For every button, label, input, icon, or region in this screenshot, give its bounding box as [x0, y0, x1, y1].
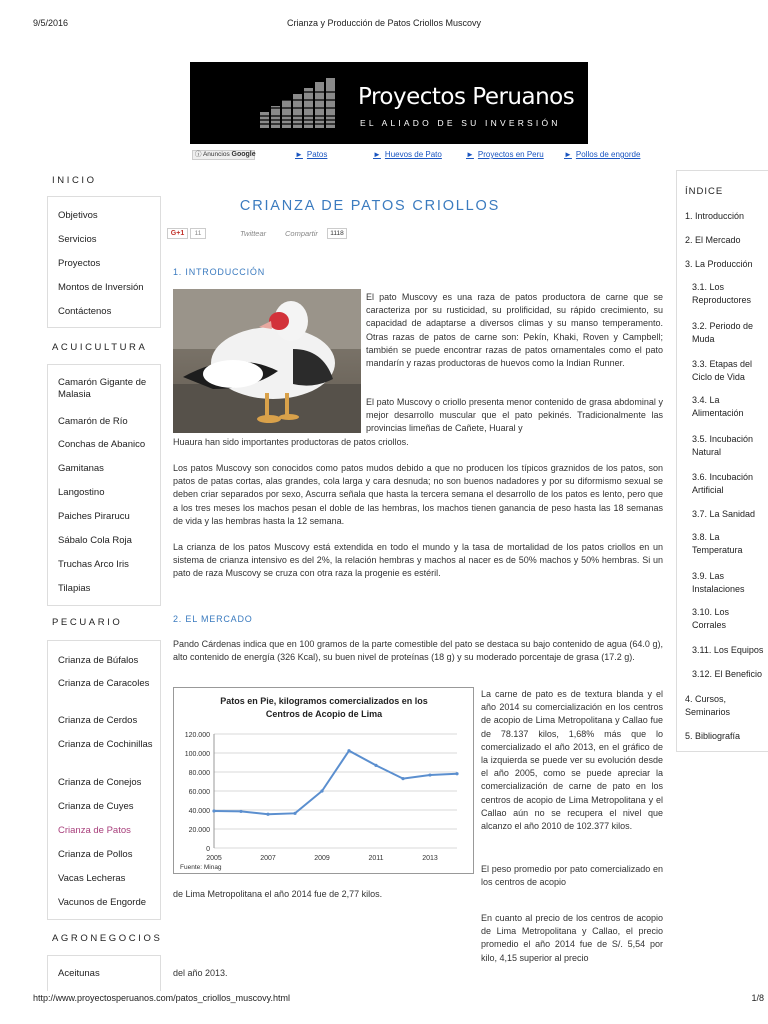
sidebar-item-proyectos[interactable]: Proyectos [58, 258, 101, 269]
sidebar-item-sabalo[interactable]: Sábalo Cola Roja [58, 535, 132, 546]
index-item-3-12[interactable]: 3.12. El Beneficio [692, 669, 763, 679]
sidebar-item-pollos[interactable]: Crianza de Pollos [58, 849, 133, 860]
sidebar-heading-agronegocios: AGRONEGOCIOS [52, 933, 163, 944]
sidebar-heading-inicio: INICIO [52, 175, 97, 186]
data-point [428, 773, 431, 776]
y-tick-label: 20.000 [188, 827, 210, 834]
ad-link-label: Patos [306, 150, 328, 159]
sidebar-item-cochinillas[interactable]: Crianza de Cochinillas [58, 739, 153, 750]
sidebar-item-objetivos[interactable]: Objetivos [58, 210, 98, 221]
index-item-3-3-cont[interactable]: Ciclo de Vida [692, 372, 745, 382]
print-date: 9/5/2016 [33, 18, 69, 28]
index-item-3-7[interactable]: 3.7. La Sanidad [692, 509, 756, 519]
ad-link-pollos[interactable] [564, 150, 640, 159]
ad-link-label: Huevos de Pato [384, 150, 442, 159]
muscovy-duck-photo [173, 289, 361, 433]
sidebar-item-tilapias[interactable]: Tilapias [58, 583, 91, 594]
x-tick-label: 2009 [314, 855, 330, 862]
data-point [266, 813, 269, 816]
index-item-3-11[interactable]: 3.11. Los Equipos [692, 645, 764, 655]
mercado-paragraph-1: Pando Cárdenas indica que en 100 gramos de la parte comestible del pato se destaca su bajo contenido de agua (64.0 g), alto contenido de energía (326 Kcal), su buen nivel de proteínas (18 g) y su moderado porcentaje de grasa (17.2 g). [173, 639, 663, 663]
intro-paragraph-1: El pato Muscovy es una raza de patos productora de carne que se caracteriza por su rusticidad, su prolificidad, su rápido crecimiento, su capacidad de adaptarse a diversos climas y su manso temperamento. Otras razas de patos de carne son: Pekín, Khaki, Roven y Campbell; también se puede encontrar razas de patos ornamentales como el pato mandarín y razas productoras de huevos como la Indian Runner. [366, 292, 663, 369]
data-point [401, 777, 404, 780]
index-item-introduccion[interactable]: 1. Introducción [685, 211, 745, 221]
sidebar-menu-inicio [47, 196, 161, 328]
data-point [347, 749, 350, 752]
index-item-3-6[interactable]: 3.6. Incubación [692, 472, 754, 482]
print-url: http://www.proyectosperuanos.com/patos_criollos_muscovy.html [33, 993, 290, 1003]
chart-title-line: Patos en Pie, kilogramos comercializados en los [220, 696, 428, 706]
x-tick-label: 2013 [422, 855, 438, 862]
intro-paragraph-2-cont: Huaura han sido importantes productoras de patos criollos. [173, 437, 409, 447]
index-item-3-5[interactable]: 3.5. Incubación [692, 434, 754, 444]
section-heading-mercado: 2. EL MERCADO [173, 614, 253, 624]
sidebar-item-bufalos[interactable]: Crianza de Búfalos [58, 655, 139, 666]
sidebar-item-montos[interactable]: Montos de Inversión [58, 282, 144, 293]
section-heading-introduccion: 1. INTRODUCCIÓN [173, 267, 266, 277]
data-point [239, 810, 242, 813]
arrow-right-icon: ► [295, 150, 303, 159]
y-tick-label: 120.000 [184, 732, 210, 739]
tweet-button[interactable]: Twittear [240, 229, 267, 238]
sidebar-menu-agronegocios [47, 955, 161, 991]
patos-chart [173, 687, 474, 874]
sidebar-item-servicios[interactable]: Servicios [58, 234, 97, 245]
x-tick-label: 2007 [260, 855, 276, 862]
y-tick-label: 60.000 [188, 789, 210, 796]
sidebar-item-camaron-rio[interactable]: Camarón de Río [58, 416, 128, 427]
sidebar-item-vacas[interactable]: Vacas Lecheras [58, 873, 126, 884]
index-panel [676, 170, 768, 752]
index-item-3-1-cont[interactable]: Reproductores [692, 295, 752, 305]
index-item-3-4[interactable]: 3.4. La [692, 395, 720, 405]
arrow-right-icon: ► [564, 150, 572, 159]
gplus-count: 11 [190, 228, 206, 239]
ad-link-huevos[interactable] [373, 150, 442, 159]
y-tick-label: 0 [206, 846, 210, 853]
sidebar-heading-acuicultura: ACUICULTURA [52, 342, 148, 353]
index-item-3-2-cont[interactable]: Muda [692, 334, 715, 344]
index-item-3-2[interactable]: 3.2. Periodo de [692, 321, 754, 331]
data-point [455, 772, 458, 775]
sidebar-item-contactenos[interactable]: Contáctenos [58, 306, 112, 317]
y-tick-label: 80.000 [188, 770, 210, 777]
index-item-mercado[interactable]: 2. El Mercado [685, 235, 741, 245]
site-banner[interactable] [190, 62, 588, 144]
data-point [374, 764, 377, 767]
index-item-produccion[interactable]: 3. La Producción [685, 259, 753, 269]
print-title: Crianza y Producción de Patos Criollos Muscovy [286, 18, 482, 28]
bar-logo-icon [260, 78, 350, 128]
x-tick-label: 2011 [368, 855, 384, 862]
index-item-cursos-cont[interactable]: Seminarios [685, 707, 731, 717]
brand-tagline: EL ALIADO DE SU INVERSIÓN [360, 118, 561, 128]
print-page-number: 1/8 [751, 993, 764, 1003]
sidebar-item-cerdos[interactable]: Crianza de Cerdos [58, 715, 138, 726]
index-item-3-6-cont[interactable]: Artificial [692, 485, 724, 495]
chart-svg [174, 688, 473, 873]
data-point [293, 812, 296, 815]
chart-title-line: Centros de Acopio de Lima [265, 709, 383, 719]
index-item-3-5-cont[interactable]: Natural [692, 447, 722, 457]
index-item-bibliografia[interactable]: 5. Bibliografía [685, 731, 741, 741]
brand-name: Proyectos Peruanos [358, 84, 575, 110]
sidebar-item-conchas[interactable]: Conchas de Abanico [58, 439, 146, 450]
adchoices-badge[interactable] [192, 150, 255, 160]
adchoices-label: Anuncios [202, 151, 230, 158]
sidebar-item-caracoles[interactable]: Crianza de Caracoles [58, 678, 150, 689]
info-icon: ⓘ [195, 151, 202, 158]
arrow-right-icon: ► [373, 150, 381, 159]
index-item-cursos[interactable]: 4. Cursos, [685, 694, 727, 704]
y-tick-label: 40.000 [188, 808, 210, 815]
facebook-share-button[interactable]: Compartir [285, 229, 318, 238]
data-point [320, 789, 323, 792]
index-item-3-9-cont[interactable]: Instalaciones [692, 584, 745, 594]
sidebar-item-langostino[interactable]: Langostino [58, 487, 105, 498]
ad-link-proyectos[interactable] [466, 150, 544, 159]
google-label: Google [231, 151, 256, 158]
chart-source: Fuente: Minag [180, 864, 222, 871]
ad-link-label: Pollos de engorde [575, 150, 641, 159]
sidebar-menu-acuicultura [47, 364, 161, 606]
index-item-3-10-cont[interactable]: Corrales [692, 620, 727, 630]
ad-links-bar [192, 150, 652, 162]
share-count: 1118 [327, 228, 347, 239]
intro-paragraph-3: Los patos Muscovy son conocidos como patos mudos debido a que no producen los típicos graznidos de los patos, son patos de patas cortas, alas grandes, cola larga y cara desnuda; no son buenos nadadores y por su diformismo sexual se deben criar separados por sexo, Ascurra señala que hasta la tercera semana el desarrollo de los patos es lento, pero que a los tres meses los machos pesan el doble de las hembras, los machos tienen ganancia de peso hasta las 18 semanas de vida y las hembras hasta la 12 semana. [173, 463, 663, 526]
duck-image [173, 289, 361, 433]
page-title: CRIANZA DE PATOS CRIOLLOS [239, 198, 501, 214]
index-item-3-4-cont[interactable]: Alimentación [692, 408, 744, 418]
sidebar-menu-pecuario [47, 640, 161, 920]
sidebar-item-gamitanas[interactable]: Gamitanas [58, 463, 104, 474]
index-item-3-1[interactable]: 3.1. Los [692, 282, 725, 292]
arrow-right-icon: ► [466, 150, 474, 159]
index-item-3-10[interactable]: 3.10. Los [692, 607, 730, 617]
sidebar-item-camaron-gigante[interactable]: Camarón Gigante de Malasia [58, 377, 147, 400]
x-tick-label: 2005 [206, 855, 222, 862]
index-item-3-3[interactable]: 3.3. Etapas del [692, 359, 753, 369]
sidebar-item-patos[interactable]: Crianza de Patos [58, 825, 131, 836]
ad-link-label: Proyectos en Peru [477, 150, 544, 159]
mercado-paragraph-4: En cuanto al precio de los centros de acopio de Lima Metropolitana y Callao, el precio promedio el año 2014 fue de S/. 5,54 por kilo, 4,15 superior al precio [481, 913, 663, 963]
ad-link-patos[interactable] [295, 150, 327, 159]
intro-paragraph-2: El pato Muscovy o criollo presenta menor contenido de grasa abdominal y mejor desarrollo muscular que el pato pekinés. Tradicionalmente las provincias limeñas de Cañete, Huaral y [366, 397, 663, 434]
mercado-paragraph-4-cont: del año 2013. [173, 968, 228, 978]
index-item-3-9[interactable]: 3.9. Las [692, 571, 725, 581]
sidebar-heading-pecuario: PECUARIO [52, 617, 123, 628]
y-tick-label: 100.000 [184, 751, 210, 758]
series-line [214, 751, 457, 815]
sidebar-item-vacunos[interactable]: Vacunos de Engorde [58, 897, 147, 908]
mercado-paragraph-3: El peso promedio por pato comercializado en los centros de acopio [481, 864, 663, 888]
index-item-3-8-cont[interactable]: Temperatura [692, 545, 743, 555]
sidebar-item-cuyes[interactable]: Crianza de Cuyes [58, 801, 134, 812]
sidebar-item-conejos[interactable]: Crianza de Conejos [58, 777, 142, 788]
mercado-paragraph-2: La carne de pato es de textura blanda y el año 2014 su comercialización en los centros de acopio de Lima Metropolitana y Callao fue de 78.137 kilos, 1,68% más que lo comercializado el año 2013, en el gráfico de la izquierda se puede ver su evolución desde el año 2005, como se puede apreciar la comercialización de carne de pato en los centros de acopio de Lima Metropolitana y el Callao aún no se recupera el nivel que alcanzo el año 2010 de 102.377 kilos. [481, 689, 663, 832]
sidebar-item-aceitunas[interactable]: Aceitunas [58, 968, 100, 979]
mercado-paragraph-3-cont: de Lima Metropolitana el año 2014 fue de 2,77 kilos. [173, 889, 383, 899]
index-heading: ÍNDICE [685, 186, 724, 197]
data-point [212, 809, 215, 812]
sidebar-item-paiches[interactable]: Paiches Pirarucu [58, 511, 130, 522]
intro-paragraph-4: La crianza de los patos Muscovy está extendida en todo el mundo y la tasa de mortalidad de los patos criollos en un sistema de crianza intensivo es del 2%, la relación hembras y machos al nacer es de 50% machos y 50% hembras. Si un pato de raza Muscovy se cruza con otra raza la progenie es estéril. [173, 542, 663, 579]
gplus-button[interactable]: G+1 [167, 228, 188, 239]
index-item-3-8[interactable]: 3.8. La [692, 532, 720, 542]
sidebar-item-truchas[interactable]: Truchas Arco Iris [58, 559, 129, 570]
